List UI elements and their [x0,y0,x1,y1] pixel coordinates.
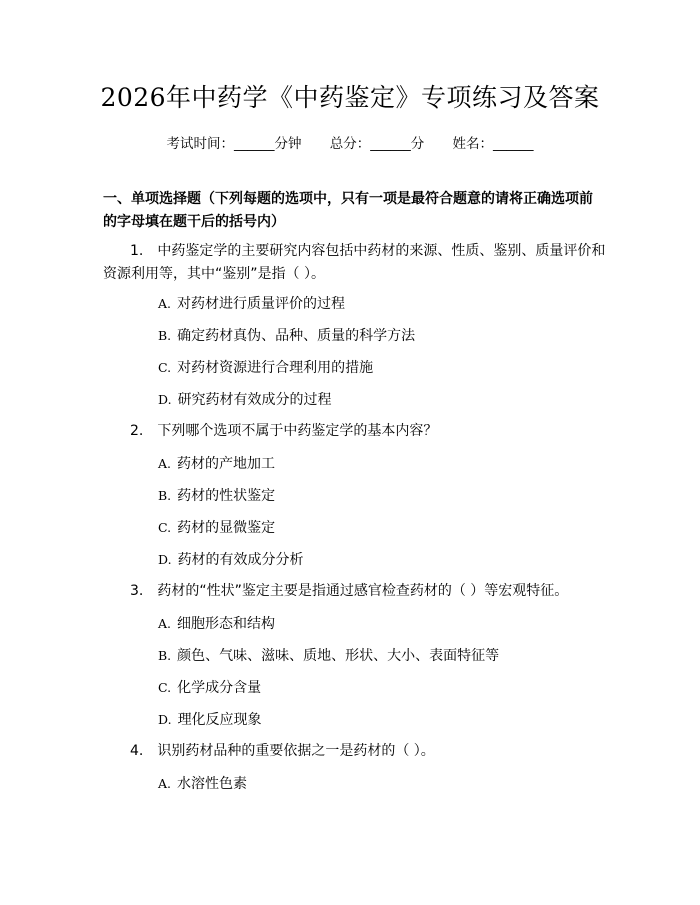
option-letter: A. [158,616,172,631]
question-3-option-a [158,614,598,634]
exam-time: 考试时间：______分钟 [166,136,302,152]
question-1-option-b [158,326,598,346]
option-letter: C. [158,680,172,695]
question-4-option-a [158,774,598,794]
option-letter: B. [158,488,172,503]
option-letter: D. [158,392,172,407]
total-score: 总分：______分 [329,136,425,152]
option-text: 理化反应现象 [177,712,262,728]
student-name: 姓名：______ [452,136,534,152]
option-text: 药材的有效成分分析 [177,552,304,568]
option-letter: D. [158,552,172,567]
question-1-option-a [158,294,598,314]
option-text: 化学成分含量 [177,680,262,696]
option-text: 水溶性色素 [177,776,248,792]
question-3-text: 3. 药材的“性状”鉴定主要是指通过感官检查药材的（ ）等宏观特征。 [130,583,569,599]
option-text: 细胞形态和结构 [177,616,276,632]
option-letter: A. [158,776,172,791]
question-3-option-c [158,678,598,698]
option-text: 颜色、气味、滋味、质地、形状、大小、表面特征等 [177,648,500,664]
exam-info-line [0,132,700,152]
question-3-option-b [158,646,598,666]
option-letter: D. [158,712,172,727]
option-text: 对药材资源进行合理利用的措施 [177,360,374,376]
question-1-option-d [158,390,598,410]
question-1-option-c [158,358,598,378]
option-text: 对药材进行质量评价的过程 [177,296,346,312]
question-2-option-a [158,454,598,474]
option-letter: C. [158,360,172,375]
option-letter: A. [158,456,172,471]
option-letter: B. [158,648,172,663]
question-2-option-b [158,486,598,506]
question-2-option-c [158,518,598,538]
option-text: 药材的产地加工 [177,456,276,472]
section-heading: 一、单项选择题（下列每题的选项中，只有一项是最符合题意的请将正确选项前的字母填在题干后的括号内） [103,191,593,230]
question-3-option-d [158,710,598,730]
question-2-option-d [158,550,598,570]
option-letter: A. [158,296,172,311]
option-text: 药材的性状鉴定 [177,488,276,504]
question-4-text: 4. 识别药材品种的重要依据之一是药材的（ ）。 [130,743,435,759]
page-title: 2026年中药学《中药鉴定》专项练习及答案 [100,83,600,112]
question-1-text: 1. 中药鉴定学的主要研究内容包括中药材的来源、性质、鉴别、质量评价和资源利用等，其中“鉴别”是指（ ）。 [103,243,606,282]
question-2-text: 2. 下列哪个选项不属于中药鉴定学的基本内容？ [130,423,438,439]
option-text: 药材的显微鉴定 [177,520,276,536]
option-text: 确定药材真伪、品种、质量的科学方法 [177,328,416,344]
option-text: 研究药材有效成分的过程 [177,392,332,408]
option-letter: B. [158,328,172,343]
option-letter: C. [158,520,172,535]
